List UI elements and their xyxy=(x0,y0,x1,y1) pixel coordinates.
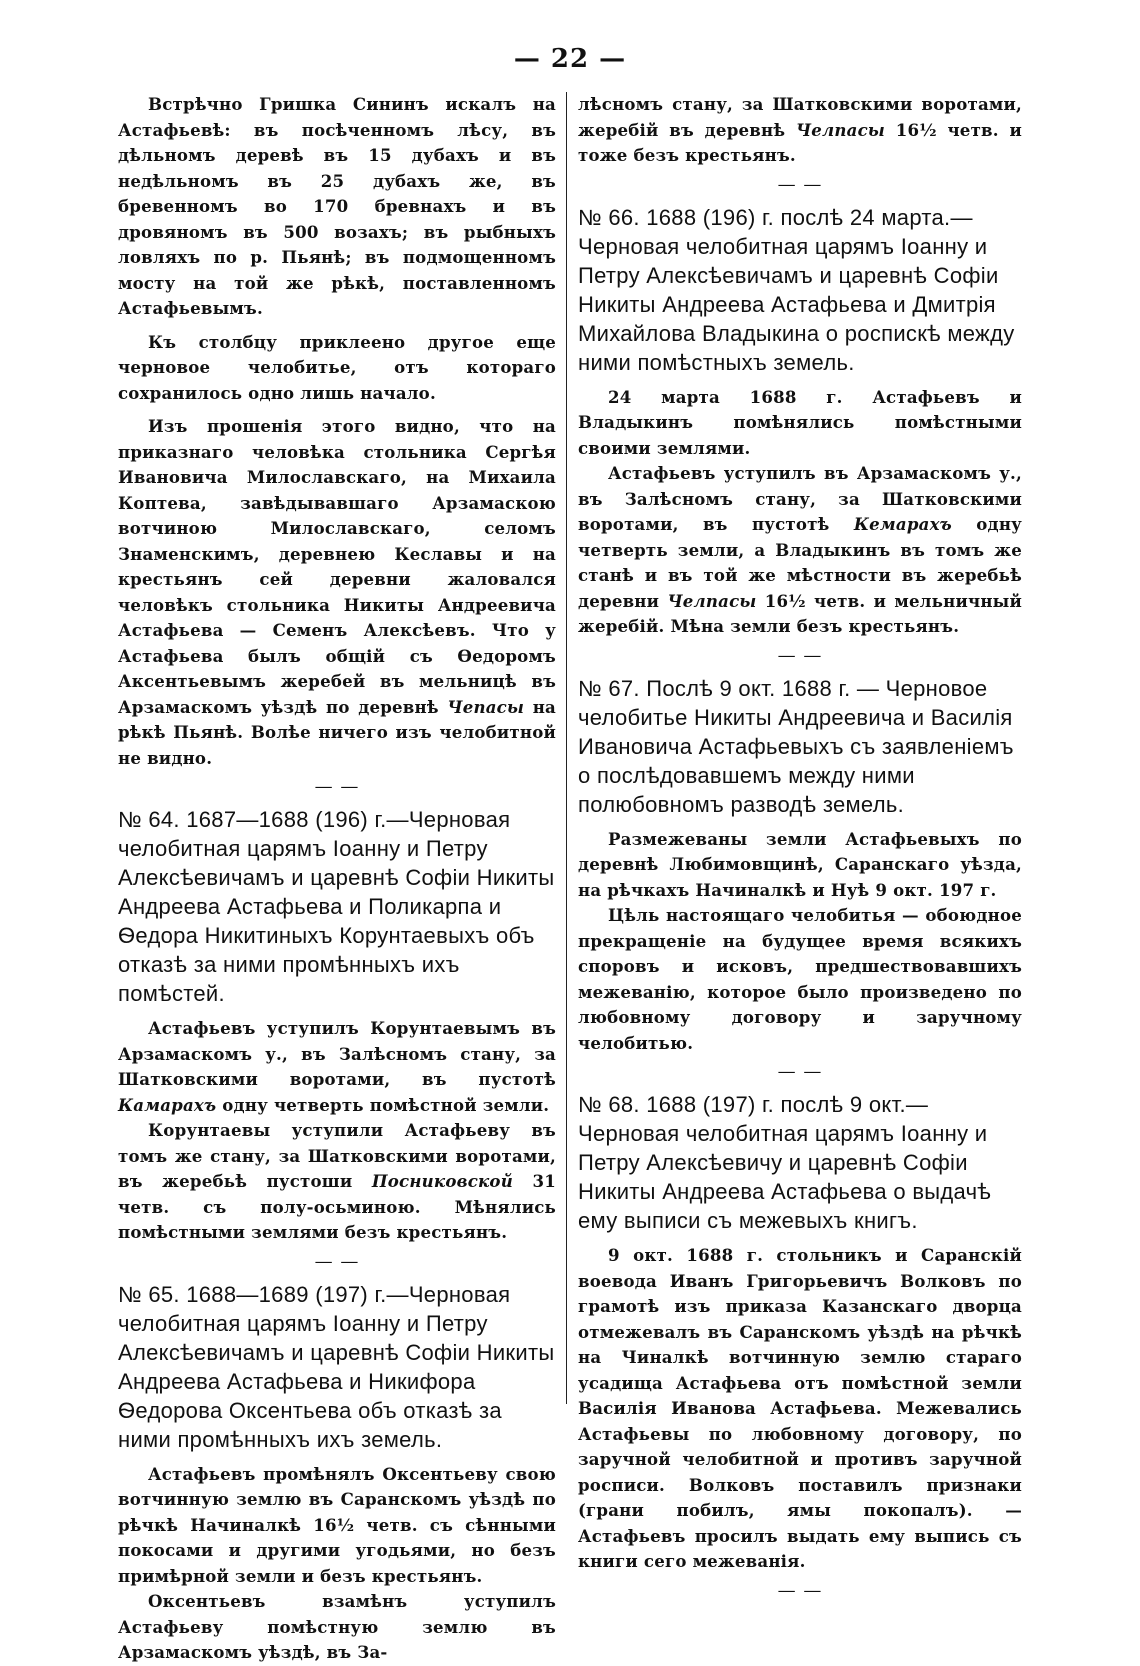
section-divider: — — xyxy=(314,1250,360,1272)
text-run: 16½ четв. и мельничный жеребій. Мѣна земли безъ крестьянъ. xyxy=(578,590,1023,636)
paragraph-entry-64-a xyxy=(118,1016,556,1118)
paragraph-attached-petition: Къ столбцу приклеено другое еще черновое челобитье, отъ котораго сохранилось одно лишь начало. xyxy=(118,331,556,403)
place-name: Челпасы xyxy=(795,119,885,140)
right-column xyxy=(578,92,1022,1605)
paragraph-counter-claim: Встрѣчно Гришка Сининъ искалъ на Астафьевѣ: въ посѣченномъ лѣсу, въ дѣльномъ деревѣ въ 15 дубахъ и въ недѣльномъ въ 25 дубахъ же, въ бревенномъ во 170 бревнахъ и въ дровяномъ въ 500 возахъ; въ рыбныхъ ловляхъ по р. Пьянѣ; въ подмощенномъ мосту на той же рѣкѣ, поставленномъ Астафьевымъ. xyxy=(118,94,556,318)
place-name: Челпасы xyxy=(667,590,757,611)
paragraph-entry-67-b: Цѣль настоящаго челобитья — обоюдное прекращеніе на будущее время всякихъ споровъ и исковъ, предшествовавшихъ межеванію, которое было произведено по любовному договору и заручному челобитью. xyxy=(578,905,1022,1053)
text-run: Корунтаевы уступили Астафьеву въ томъ же стану, за Шатковскими воротами, въ жеребьѣ пустоши xyxy=(118,1120,556,1191)
place-name: Чепасы xyxy=(447,696,525,717)
section-divider: — — xyxy=(777,644,823,666)
paragraph-entry-66-a: 24 марта 1688 г. Астафьевъ и Владыкинъ помѣнялись помѣстными своими землями. xyxy=(578,386,1022,458)
column-divider xyxy=(566,92,567,1404)
paragraph-entry-65-b: Оксентьевъ взамѣнъ уступилъ Астафьеву помѣстную землю въ Арзамаскомъ уѣздѣ, въ За- xyxy=(118,1591,556,1662)
text-run: Астафьевъ уступилъ въ Арзамаскомъ у., въ Залѣсномъ стану, за Шатковскими воротами, въ пустотѣ xyxy=(578,463,1022,534)
place-name: Посниковской xyxy=(371,1171,513,1191)
paragraph-entry-67-a: Размежеваны земли Астафьевыхъ по деревнѣ Любимовщинѣ, Саранскаго уѣзда, на рѣчкахъ Начиналкѣ и Нуѣ 9 окт. 197 г. xyxy=(578,828,1022,900)
place-name: Кемарахъ xyxy=(853,514,952,534)
left-column xyxy=(118,92,556,1666)
place-name: Камарахъ xyxy=(118,1094,217,1115)
section-divider: — — xyxy=(777,1061,823,1082)
text-run: одну четверть помѣстной земли. xyxy=(216,1094,550,1115)
text-run: лѣсномъ стану, за Шатковскими воротами, жеребій въ деревнѣ xyxy=(578,94,1022,140)
heading-entry-68: № 68. 1688 (197) г. послѣ 9 окт.—Черновая челобитная царямъ Іоанну и Петру Алексѣевичу и царевнѣ Софіи Никиты Андреева Астафьева о выдачѣ ему выписи съ межевыхъ книгъ. xyxy=(578,1092,992,1233)
section-divider: — — xyxy=(777,173,823,195)
paragraph-entry-64-b xyxy=(118,1118,556,1246)
heading-entry-64: № 64. 1687—1688 (196) г.—Черновая челобитная царямъ Іоанну и Петру Алексѣевичамъ и царевнѣ Софіи Никиты Андреева Астафьева и Поликарпа и Ѳедора Никитиныхъ Корунтаевыхъ объ отказѣ за ними промѣнныхъ ихъ помѣстей. xyxy=(118,807,555,1006)
text-run: на рѣкѣ Пьянѣ. Волѣе ничего изъ челобитной не видно. xyxy=(118,696,556,768)
text-run: Астафьевъ уступилъ Корунтаевымъ въ Арзамаскомъ у., въ Залѣсномъ стану, за Шатковскими воротами, въ пустотѣ xyxy=(118,1018,556,1089)
text-run: 31 четв. съ полу-осьминою. Мѣнялись помѣстными землями безъ крестьянъ. xyxy=(118,1171,556,1242)
section-divider: — — xyxy=(314,776,360,797)
paragraph-entry-66-b xyxy=(578,461,1022,640)
heading-entry-65: № 65. 1688—1689 (197) г.—Черновая челобитная царямъ Іоанну и Петру Алексѣевичамъ и царевнѣ Софіи Никиты Андреева Астафьева и Никифора Ѳедорова Оксентьева объ отказѣ за ними промѣнныхъ ихъ земель. xyxy=(118,1281,555,1452)
heading-entry-66: № 66. 1688 (196) г. послѣ 24 марта.— Черновая челобитная царямъ Іоанну и Петру Алексѣевичамъ и царевнѣ Софіи Никиты Андреева Астафьева и Дмитрія Михайлова Владыкина о роспискѣ между ними помѣстныхъ земель. xyxy=(578,204,1015,375)
paragraph-petition-summary xyxy=(118,414,556,771)
page-number: — 22 — xyxy=(513,44,627,74)
paragraph-entry-65-a: Астафьевъ промѣнялъ Оксентьеву свою вотчинную землю въ Саранскомъ уѣздѣ по рѣчкѣ Начиналкѣ 16½ четв. съ сѣнными покосами и другими угодьями, но безъ примѣрной земли и безъ крестьянъ. xyxy=(118,1463,556,1586)
heading-entry-67: № 67. Послѣ 9 окт. 1688 г. — Черновое челобитье Никиты Андреевича и Василія Ивановича Астафьевыхъ съ заявленіемъ о послѣдовавшемъ между ними полюбовномъ разводѣ земель. xyxy=(578,675,1014,817)
section-divider: — — xyxy=(777,1579,823,1601)
text-run: 16½ четв. и тоже безъ крестьянъ. xyxy=(578,119,1022,165)
text-run: Изъ прошенія этого видно, что на приказнаго человѣка стольника Сергѣя Ивановича Милославскаго, на Михаила Коптева, завѣдывавшаго Арзамаскою вотчиною Милославскаго, селомъ Знаменскимъ, деревнею Кеславы и на крестьянъ сей деревни жаловался человѣкъ стольника Никиты Андреевича Астафьева — Семенъ Алексѣевъ. Что у Астафьева былъ общій съ Ѳедоромъ Аксентьевымъ жеребей въ мельницѣ въ Арзамаскомъ уѣздѣ по деревнѣ xyxy=(118,416,556,717)
paragraph-continuation xyxy=(578,92,1022,169)
text-run: одну четверть земли, а Владыкинъ въ томъ же станѣ и въ той же мѣстности въ жеребьѣ деревни xyxy=(578,514,1022,611)
paragraph-entry-68-a: 9 окт. 1688 г. стольникъ и Саранскій воевода Иванъ Григорьевичъ Волковъ по грамотѣ изъ приказа Казанскаго дворца отмежевалъ въ Саранскомъ уѣздѣ на рѣчкѣ на Чиналкѣ вотчинную землю стараго усадища Астафьева отъ помѣстной земли Василія Иванова Астафьева. Межевались Астафьевы по любовному договору, по заручной челобитной и противъ заручной росписи. Волковъ поставилъ признаки (грани побилъ, ямы покопалъ). — Астафьевъ просилъ выдать ему выпись съ книги сего межеванія. xyxy=(578,1245,1022,1571)
